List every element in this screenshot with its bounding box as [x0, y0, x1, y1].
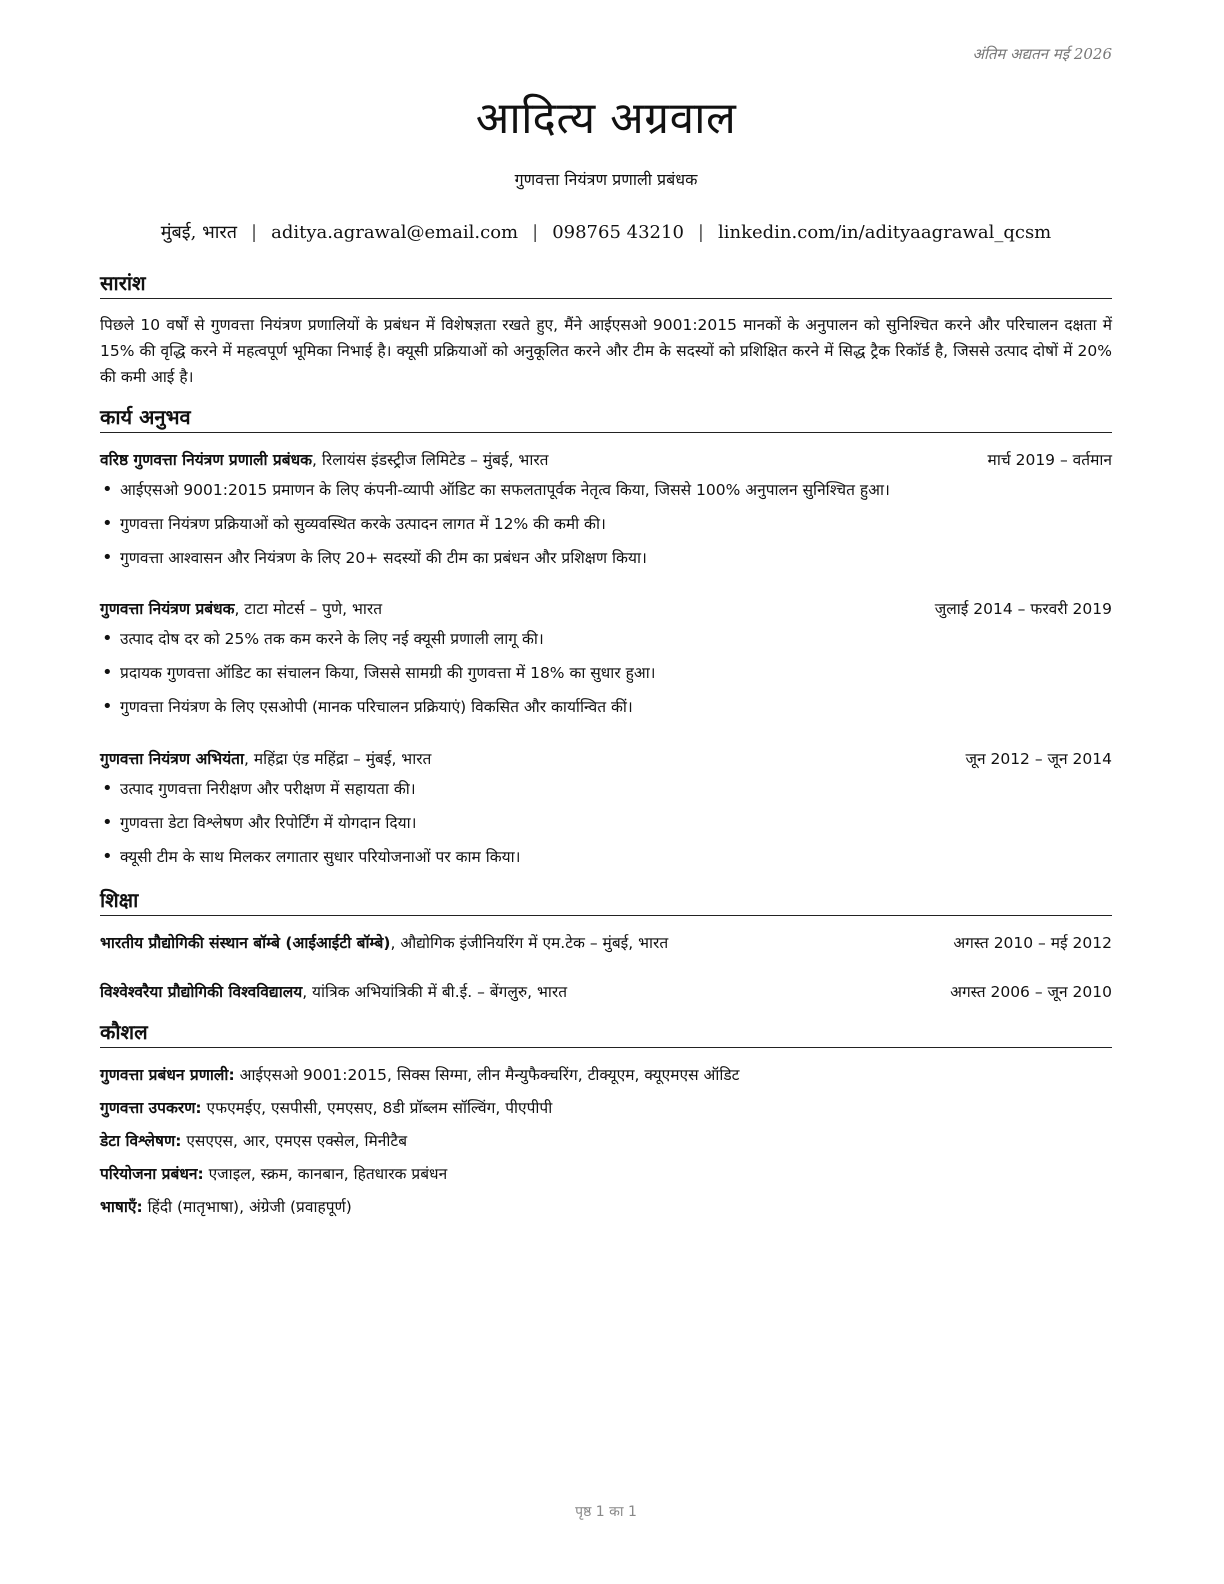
contact-location: मुंबई, भारत: [160, 222, 238, 243]
experience-role: गुणवत्ता नियंत्रण अभियंता: [100, 750, 245, 768]
list-item: • प्रदायक गुणवत्ता ऑडिट का संचालन किया, जिससे सामग्री की गुणवत्ता में 18% का सुधार हुआ।: [100, 660, 1112, 694]
skill-value: एजाइल, स्क्रम, कानबान, हितधारक प्रबंधन: [203, 1165, 448, 1183]
contact-email[interactable]: aditya.agrawal@email.com: [271, 222, 519, 243]
section-heading-education: शिक्षा: [100, 887, 1112, 916]
education-entry: [100, 930, 1112, 956]
resume-page: [100, 0, 1112, 1584]
education-line: [100, 979, 567, 1005]
education-detail: , यांत्रिक अभियांत्रिकी में बी.ई. – बेंगलुरु, भारत: [302, 983, 568, 1001]
skill-row: [100, 1194, 1112, 1227]
experience-entry-header: [100, 746, 1112, 772]
list-item: • गुणवत्ता नियंत्रण प्रक्रियाओं को सुव्यवस्थित करके उत्पादन लागत में 12% की कमी की।: [100, 511, 1112, 545]
experience-bullets: [100, 477, 1112, 579]
list-item: • गुणवत्ता नियंत्रण के लिए एसओपी (मानक परिचालन प्रक्रियाएं) विकसित और कार्यान्वित कीं।: [100, 694, 1112, 728]
section-heading-summary: सारांश: [100, 270, 1112, 299]
education-school: विश्वेश्वरैया प्रौद्योगिकी विश्वविद्यालय: [100, 983, 303, 1001]
contact-separator: |: [532, 222, 539, 243]
experience-bullets: [100, 626, 1112, 728]
experience-dates: मार्च 2019 – वर्तमान: [987, 451, 1112, 469]
experience-org: , रिलायंस इंडस्ट्रीज लिमिटेड – मुंबई, भारत: [312, 451, 549, 469]
page-number: पृष्ठ 1 का 1: [575, 1504, 637, 1520]
contact-line: [100, 220, 1112, 244]
skill-label: भाषाएँ:: [100, 1198, 143, 1216]
section-heading-skills: कौशल: [100, 1019, 1112, 1048]
experience-dates: जुलाई 2014 – फरवरी 2019: [934, 600, 1112, 618]
skill-label: डेटा विश्लेषण:: [100, 1132, 182, 1150]
skill-value: हिंदी (मातृभाषा), अंग्रेजी (प्रवाहपूर्ण): [142, 1198, 352, 1216]
skill-label: गुणवत्ता उपकरण:: [100, 1099, 202, 1117]
experience-dates: जून 2012 – जून 2014: [965, 750, 1112, 768]
summary-text: पिछले 10 वर्षों से गुणवत्ता नियंत्रण प्रणालियों के प्रबंधन में विशेषज्ञता रखते हुए, मैंने आईएसओ 9001:2015 मानकों के अनुपालन को सुनिश्चित करने और परिचालन दक्षता में 15% की वृद्धि करने में महत्वपूर्ण भूमिका निभाई है। क्यूसी प्रक्रियाओं को अनुकूलित करने और टीम के सदस्यों को प्रशिक्षित करने में सिद्ध ट्रैक रिकॉर्ड है, जिससे उत्पाद दोषों में 20% की कमी आई है।: [100, 316, 1112, 386]
contact-separator: |: [697, 222, 704, 243]
list-item: • आईएसओ 9001:2015 प्रमाणन के लिए कंपनी-व्यापी ऑडिट का सफलतापूर्वक नेतृत्व किया, जिससे 100% अनुपालन सुनिश्चित हुआ।: [100, 477, 1112, 511]
candidate-name: आदित्य अग्रवाल: [475, 93, 737, 144]
experience-entry-header: [100, 596, 1112, 622]
list-item: • उत्पाद गुणवत्ता निरीक्षण और परीक्षण में सहायता की।: [100, 776, 1112, 810]
contact-linkedin[interactable]: linkedin.com/in/adityaagrawal_qcsm: [717, 222, 1052, 243]
skill-row: [100, 1062, 1112, 1095]
section-heading-experience: कार्य अनुभव: [100, 404, 1112, 433]
experience-role: गुणवत्ता नियंत्रण प्रबंधक: [100, 600, 235, 618]
education-school: भारतीय प्रौद्योगिकी संस्थान बॉम्बे (आईआईटी बॉम्बे): [100, 934, 391, 952]
experience-entry-header: [100, 447, 1112, 473]
experience-bullets: [100, 776, 1112, 878]
experience-role-line: [100, 596, 382, 622]
contact-phone: 098765 43210: [552, 222, 684, 243]
list-item: • उत्पाद दोष दर को 25% तक कम करने के लिए नई क्यूसी प्रणाली लागू की।: [100, 626, 1112, 660]
skill-row: [100, 1095, 1112, 1128]
last-updated: अंतिम अद्यतन मई 2026: [972, 45, 1112, 63]
job-title: गुणवत्ता नियंत्रण प्रणाली प्रबंधक: [514, 170, 698, 189]
experience-role: वरिष्ठ गुणवत्ता नियंत्रण प्रणाली प्रबंधक: [100, 451, 313, 469]
skill-row: [100, 1161, 1112, 1194]
education-line: [100, 930, 668, 956]
experience-role-line: [100, 447, 549, 473]
skill-value: आईएसओ 9001:2015, सिक्स सिग्मा, लीन मैन्युफैक्चरिंग, टीक्यूएम, क्यूएमएस ऑडिट: [234, 1066, 740, 1084]
skill-row: [100, 1128, 1112, 1161]
experience-org: , टाटा मोटर्स – पुणे, भारत: [234, 600, 383, 618]
education-dates: अगस्त 2006 – जून 2010: [950, 983, 1112, 1001]
skill-label: परियोजना प्रबंधन:: [100, 1165, 204, 1183]
experience-role-line: [100, 746, 431, 772]
contact-separator: |: [251, 222, 258, 243]
education-detail: , औद्योगिक इंजीनियरिंग में एम.टेक – मुंबई, भारत: [390, 934, 669, 952]
education-dates: अगस्त 2010 – मई 2012: [953, 934, 1112, 952]
skill-label: गुणवत्ता प्रबंधन प्रणाली:: [100, 1066, 235, 1084]
list-item: • क्यूसी टीम के साथ मिलकर लगातार सुधार परियोजनाओं पर काम किया।: [100, 844, 1112, 878]
education-entry: [100, 979, 1112, 1005]
list-item: • गुणवत्ता डेटा विश्लेषण और रिपोर्टिंग में योगदान दिया।: [100, 810, 1112, 844]
skill-value: एसएएस, आर, एमएस एक्सेल, मिनीटैब: [181, 1132, 408, 1150]
list-item: • गुणवत्ता आश्वासन और नियंत्रण के लिए 20+ सदस्यों की टीम का प्रबंधन और प्रशिक्षण किया।: [100, 545, 1112, 579]
experience-org: , महिंद्रा एंड महिंद्रा – मुंबई, भारत: [244, 750, 432, 768]
skill-value: एफएमईए, एसपीसी, एमएसए, 8डी प्रॉब्लम सॉल्विंग, पीएपीपी: [201, 1099, 553, 1117]
